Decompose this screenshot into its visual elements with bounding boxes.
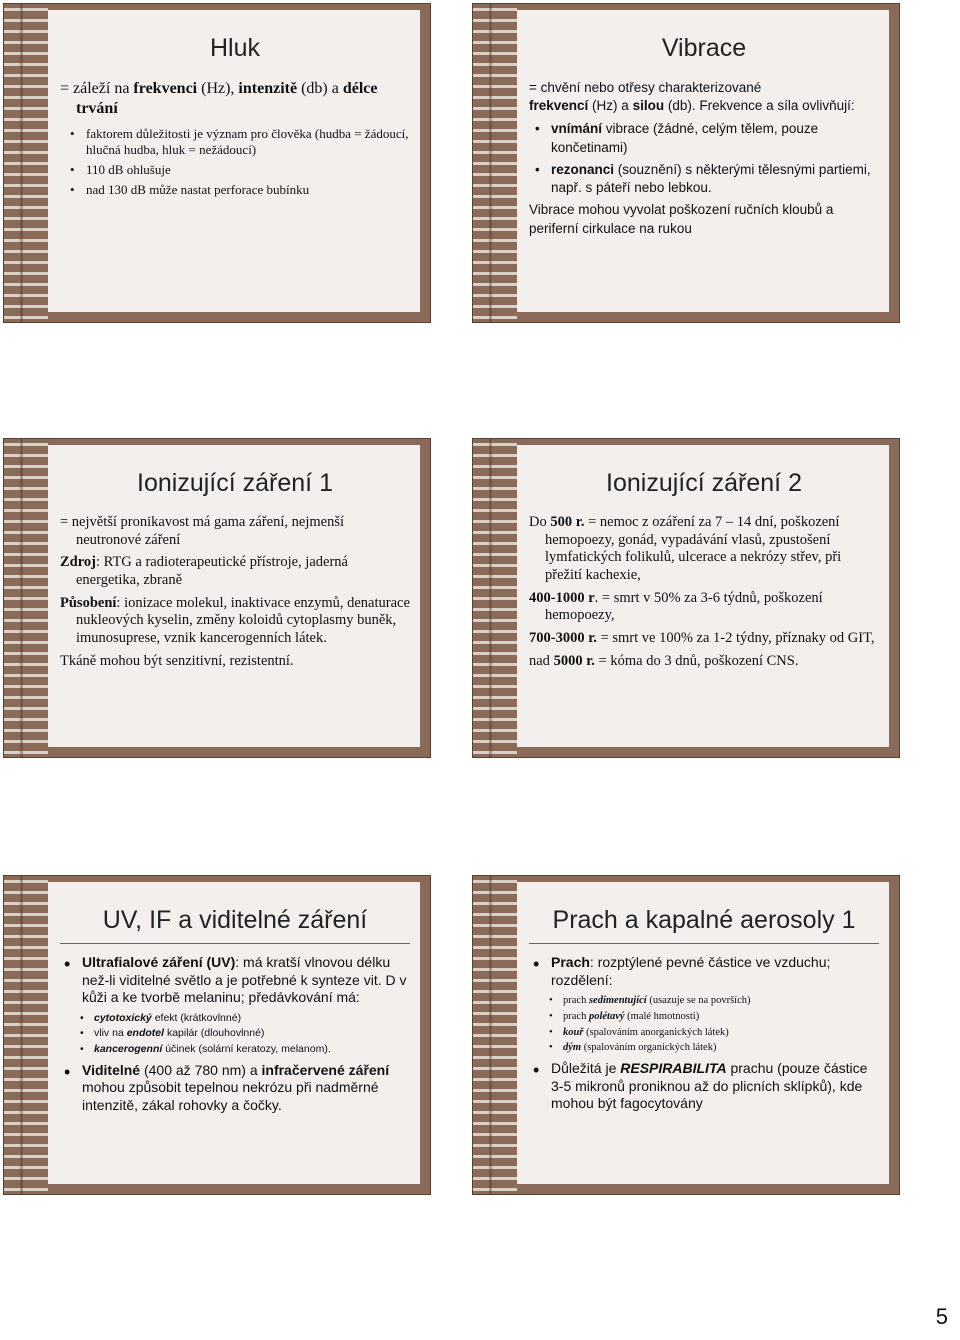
slide-title: Prach a kapalné aerosoly 1 [552, 906, 856, 934]
paragraph: Tkáně mohou být senzitivní, rezistentní. [60, 652, 294, 669]
spiral-binding [4, 876, 48, 1194]
spiral-binding [4, 4, 48, 322]
slide-content [48, 10, 420, 312]
slide-title: Ionizující záření 1 [137, 469, 333, 497]
spiral-binding [473, 4, 517, 322]
bullet-item: • 110 dB ohlušuje [64, 162, 410, 178]
page-number: 5 [935, 1304, 948, 1329]
sub-bullet: • cytotoxický efekt (krátkovlnné) [66, 1011, 410, 1027]
slide-hluk [3, 3, 431, 323]
bullet-item: • Prach: rozptýlené pevné částice ve vzduchu; rozdělení: [529, 954, 879, 989]
sub-bullet: • kouř (spalováním anorganických látek) [535, 1025, 879, 1041]
sub-list [66, 1011, 410, 1058]
bullet-item: • Důležitá je RESPIRABILITA prachu (pouze částice 3-5 mikronů proniknou až do plicních sklípků), kde mohou být fagocytovány [529, 1060, 879, 1113]
intro-line-2: frekvencí (Hz) a silou (db). Frekvence a síla ovlivňují: [529, 98, 855, 114]
sub-bullet: • vliv na endotel kapilár (dlouhovlnné) [66, 1026, 410, 1042]
paragraph: = největší pronikavost má gama záření, nejmenší neutronové záření [60, 514, 344, 548]
paragraph: nad 5000 r. = kóma do 3 dnů, poškození CNS. [529, 652, 799, 669]
spiral-binding [473, 876, 517, 1194]
sub-bullet: • kancerogenní účinek (solární keratozy, melanom). [66, 1042, 410, 1058]
slide-content [517, 445, 889, 747]
slide-content [517, 882, 889, 1184]
slide-uv [3, 875, 431, 1195]
slide-content [517, 10, 889, 312]
slide-content [48, 882, 420, 1184]
slide-ionizujici-2 [472, 438, 900, 758]
bullet-item: • rezonanci (souznění) s některými tělesnými partiemi, např. s páteří nebo lebkou. [529, 161, 879, 197]
slide-content [48, 445, 420, 747]
title-divider [60, 943, 410, 944]
bullet-item: • faktorem důležitosti je význam pro člověka (hudba = žádoucí, hlučná hudba, hluk = nežádoucí) [64, 126, 410, 158]
intro-line: = chvění nebo otřesy charakterizované [529, 80, 762, 95]
sub-bullet: • dým (spalováním organických látek) [535, 1040, 879, 1056]
lead-text: = záleží na frekvenci (Hz), intenzitě (db) a délce trvání [60, 80, 378, 117]
slide-title: Ionizující záření 2 [606, 469, 802, 497]
slide-vibrace [472, 3, 900, 323]
title-divider [529, 943, 879, 944]
paragraph: Do 500 r. = nemoc z ozáření za 7 – 14 dní, poškození hemopoezy, gonád, vypadávání vlasů, zpustošení lymfatických folikulů, ulcerace a nekrózy střev, při přežití kachexie, [529, 514, 842, 584]
sub-list [535, 993, 879, 1056]
paragraph: Působení: ionizace molekul, inaktivace enzymů, denaturace nukleových kyselin, změny koloidů cytoplasmy buněk, imunosuprese, vznik kancerogenních látek. [60, 594, 410, 647]
spiral-binding [473, 439, 517, 757]
sub-bullet: • prach sedimentující (usazuje se na površích) [535, 993, 879, 1009]
paragraph: Zdroj: RTG a radioterapeutické přístroje, jaderná energetika, zbraně [60, 554, 348, 589]
sub-bullet: • prach polétavý (malé hmotnosti) [535, 1009, 879, 1025]
bullet-item: • nad 130 dB může nastat perforace bubínku [64, 182, 410, 198]
slide-prach [472, 875, 900, 1195]
slide-title: Hluk [209, 34, 260, 62]
slide-title: Vibrace [661, 34, 747, 62]
bullet-item: • Ultrafialové záření (UV): má kratší vlnovou délku než-li viditelné světlo a je potřebné k synteze vit. D v kůži a ke tvorbě melaninu; předávkování má: [60, 954, 410, 1007]
closing-text: Vibrace mohou vyvolat poškození ručních kloubů a periferní cirkulace na rukou [529, 202, 834, 236]
bullet-item: • Viditelné (400 až 780 nm) a infračervené záření mohou způsobit tepelnou nekrózu při nadměrné intenzitě, zákal rohovky a čočky. [60, 1062, 410, 1115]
spiral-binding [4, 439, 48, 757]
slide-ionizujici-1 [3, 438, 431, 758]
bullet-item: • vnímání vibrace (žádné, celým tělem, pouze končetinami) [529, 120, 879, 156]
paragraph: 700-3000 r. = smrt ve 100% za 1-2 týdny, příznaky od GIT, [529, 630, 875, 647]
slide-title: UV, IF a viditelné záření [102, 906, 368, 934]
paragraph: 400-1000 r. = smrt v 50% za 3-6 týdnů, poškození hemopoezy, [529, 589, 823, 624]
